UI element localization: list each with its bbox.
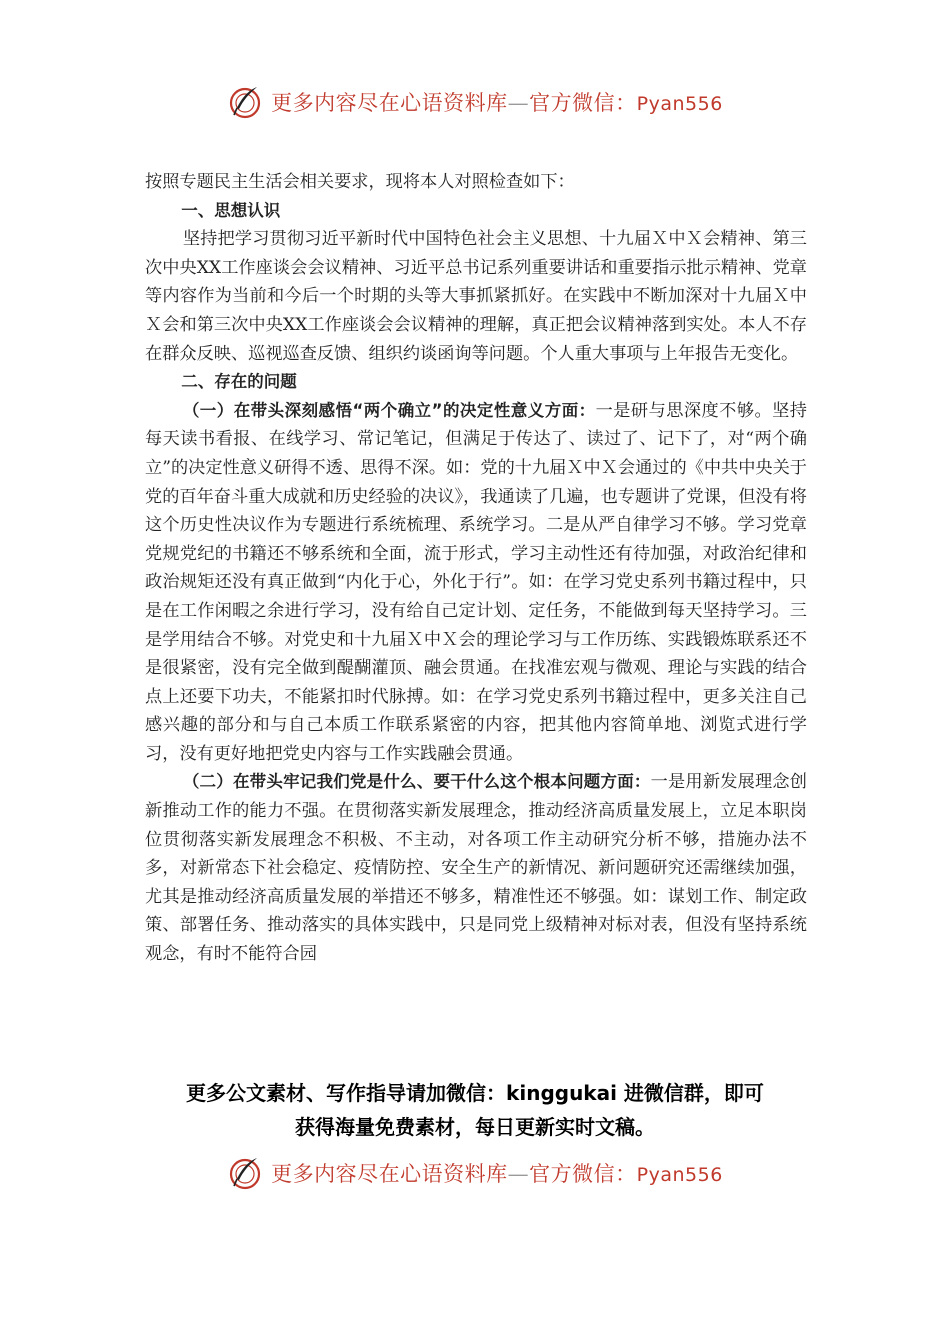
promo-line-1: 更多公文素材、写作指导请加微信：kinggukai 进微信群，即可: [186, 1081, 764, 1105]
watermark-site-text: 更多内容尽在心语资料库—官方微信：Pyan556: [271, 91, 723, 115]
header-watermark: [0, 84, 950, 120]
watermark-wechat-id: Pyan556: [636, 93, 723, 115]
feather-pen-logo-icon: [227, 1155, 263, 1191]
problem-item-2: [145, 768, 807, 968]
problem-item-2-lead: （二）在带头牢记我们党是什么、要干什么这个根本问题方面：: [182, 772, 651, 792]
intro-paragraph: 按照专题民主生活会相关要求，现将本人对照检查如下：: [145, 172, 575, 192]
section-heading-thinking: 一、思想认识: [181, 200, 281, 220]
section-thinking-paragraph: 坚持把学习贯彻习近平新时代中国特色社会主义思想、十九届Ｘ中Ｘ会精神、第三次中央XX工作座谈会会议精神、习近平总书记系列重要讲话和重要指示批示精神、党章等内容作为当前和今后一个时期的头等大事抓紧抓好。在实践中不断加深对十九届Ｘ中Ｘ会和第三次中央XX工作座谈会会议精神的理解，真正把会议精神落到实处。本人不存在群众反映、巡视巡查反馈、组织约谈函询等问题。个人重大事项与上年报告无变化。: [145, 229, 807, 364]
promo-banner: [100, 1076, 850, 1144]
document-body: [145, 168, 807, 969]
problem-item-1: [145, 397, 807, 769]
problem-item-2-body: 一是用新发展理念创新推动工作的能力不强。在贯彻落实新发展理念，推动经济高质量发展上，立足本职岗位贯彻落实新发展理念不积极、不主动，对各项工作主动研究分析不够，措施办法不多，对新常态下社会稳定、疫情防控、安全生产的新情况、新问题研究还需继续加强，尤其是推动经济高质量发展的举措还不够多，精准性还不够强。如：谋划工作、制定政策、部署任务、推动落实的具体实践中，只是同党上级精神对标对表，但没有坚持系统观念，有时不能符合园: [145, 772, 807, 965]
watermark-wechat-id: Pyan556: [636, 1164, 723, 1186]
promo-line-2: 获得海量免费素材，每日更新实时文稿。: [295, 1115, 655, 1139]
problem-item-1-lead: （一）在带头深刻感悟“两个确立”的决定性意义方面：: [182, 400, 596, 420]
footer-watermark: [0, 1155, 950, 1191]
problem-item-1-body: 一是研与思深度不够。坚持每天读书看报、在线学习、常记笔记，但满足于传达了、读过了、记下了，对“两个确立”的决定性意义研得不透、思得不深。如：党的十九届Ｘ中Ｘ会通过的《中共中央关于党的百年奋斗重大成就和历史经验的决议》，我通读了几遍，也专题讲了党课，但没有将这个历史性决议作为专题进行系统梳理、系统学习。二是从严自律学习不够。学习党章党规党纪的书籍还不够系统和全面，流于形式，学习主动性还有待加强，对政治纪律和政治规矩还没有真正做到“内化于心，外化于行”。如：在学习党史系列书籍过程中，只是在工作闲暇之余进行学习，没有给自己定计划、定任务，不能做到每天坚持学习。三是学用结合不够。对党史和十九届Ｘ中Ｘ会的理论学习与工作历练、实践锻炼联系还不是很紧密，没有完全做到醍醐灌顶、融会贯通。在找准宏观与微观、理论与实践的结合点上还要下功夫，不能紧扣时代脉搏。如：在学习党史系列书籍过程中，更多关注自己感兴趣的部分和与自己本质工作联系紧密的内容，把其他内容简单地、浏览式进行学习，没有更好地把党史内容与工作实践融会贯通。: [145, 400, 807, 764]
feather-pen-logo-icon: [227, 84, 263, 120]
section-heading-problems: 二、存在的问题: [181, 372, 297, 392]
watermark-site-text: 更多内容尽在心语资料库—官方微信：Pyan556: [271, 1162, 723, 1186]
